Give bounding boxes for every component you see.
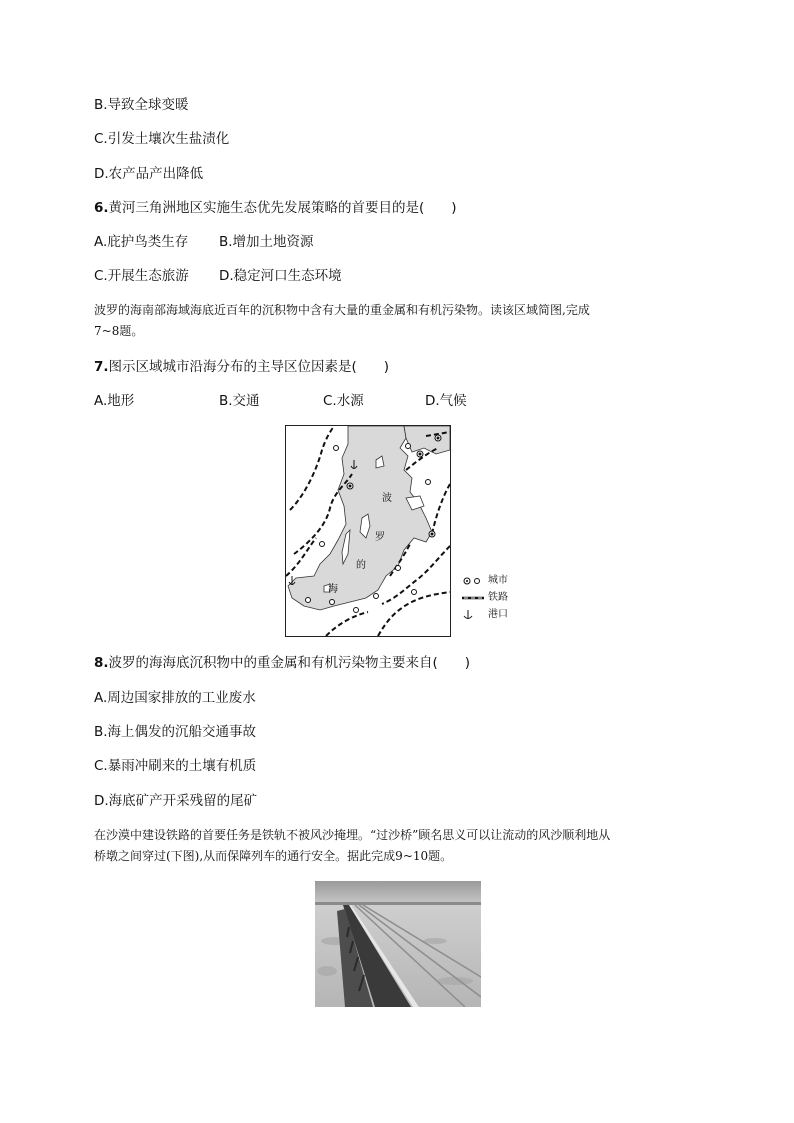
legend-port-label: 港口 xyxy=(488,608,508,620)
map-legend xyxy=(462,572,508,623)
passage-7-8-line2: 7~8题。 xyxy=(94,324,144,338)
q6-options-row1 xyxy=(94,233,314,251)
passage-7-8 xyxy=(94,300,694,342)
q5-option-b: B.导致全球变暖 xyxy=(94,97,189,113)
q6-stem xyxy=(94,199,457,217)
q6-stem-text: 黄河三角洲地区实施生态优先发展策略的首要目的是( ) xyxy=(108,200,457,216)
q7-options xyxy=(94,392,467,410)
passage-9-10-line1: 在沙漠中建设铁路的首要任务是铁轨不被风沙掩埋。“过沙桥”顾名思义可以让流动的风沙顺利地从 xyxy=(94,828,611,842)
sea-label-char-2: 罗 xyxy=(375,532,385,543)
railway-symbol-icon xyxy=(462,593,484,603)
q6-option-c: C.开展生态旅游 xyxy=(94,268,189,284)
q7-option-d: D.气候 xyxy=(425,393,467,409)
anchor-icon xyxy=(462,610,484,620)
q5-option-d: D.农产品产出降低 xyxy=(94,166,204,182)
q7-stem xyxy=(94,358,389,376)
q8-number: 8. xyxy=(94,655,109,671)
passage-9-10 xyxy=(94,825,694,867)
sea-label-char-4: 海 xyxy=(328,584,338,595)
q8-option-a: A.周边国家排放的工业废水 xyxy=(94,690,256,706)
q7-stem-text: 图示区域城市沿海分布的主导区位因素是( ) xyxy=(108,359,390,375)
sea-area xyxy=(288,426,432,610)
city-symbol-icon xyxy=(462,576,484,586)
q6-options-row2 xyxy=(94,267,342,285)
legend-city-label: 城市 xyxy=(488,574,508,586)
gulf-area xyxy=(404,426,450,454)
baltic-sea-map xyxy=(285,425,451,637)
map-drawing xyxy=(286,426,450,636)
passage-9-10-line2: 桥墩之间穿过(下图),从而保障列车的通行安全。据此完成9~10题。 xyxy=(94,849,453,863)
q6-option-b: B.增加土地资源 xyxy=(219,234,314,250)
q8-option-c: C.暴雨冲刷来的土壤有机质 xyxy=(94,758,257,774)
q6-option-a: A.庇护鸟类生存 xyxy=(94,234,189,250)
q6-option-d: D.稳定河口生态环境 xyxy=(219,268,342,284)
sand-bridge-photo xyxy=(315,881,481,1007)
sea-label-char-3: 的 xyxy=(356,560,366,571)
sand-bridge-image xyxy=(315,881,481,1007)
q7-option-b: B.交通 xyxy=(219,393,260,409)
q7-number: 7. xyxy=(94,359,109,375)
q8-stem-text: 波罗的海海底沉积物中的重金属和有机污染物主要来自( ) xyxy=(108,655,471,671)
legend-city xyxy=(462,572,508,589)
q6-number: 6. xyxy=(94,200,109,216)
legend-railway-label: 铁路 xyxy=(488,591,508,603)
sea-label-char-1: 波 xyxy=(382,493,392,504)
q7-option-c: C.水源 xyxy=(323,393,364,409)
legend-port xyxy=(462,606,508,623)
q7-option-a: A.地形 xyxy=(94,393,135,409)
q5-option-c: C.引发土壤次生盐渍化 xyxy=(94,131,230,147)
q8-option-d: D.海底矿产开采残留的尾矿 xyxy=(94,793,258,809)
q8-option-b: B.海上偶发的沉船交通事故 xyxy=(94,724,257,740)
passage-7-8-line1: 波罗的海南部海域海底近百年的沉积物中含有大量的重金属和有机污染物。读该区域简图,完成 xyxy=(94,303,590,317)
q8-stem xyxy=(94,654,470,672)
legend-railway xyxy=(462,589,508,606)
